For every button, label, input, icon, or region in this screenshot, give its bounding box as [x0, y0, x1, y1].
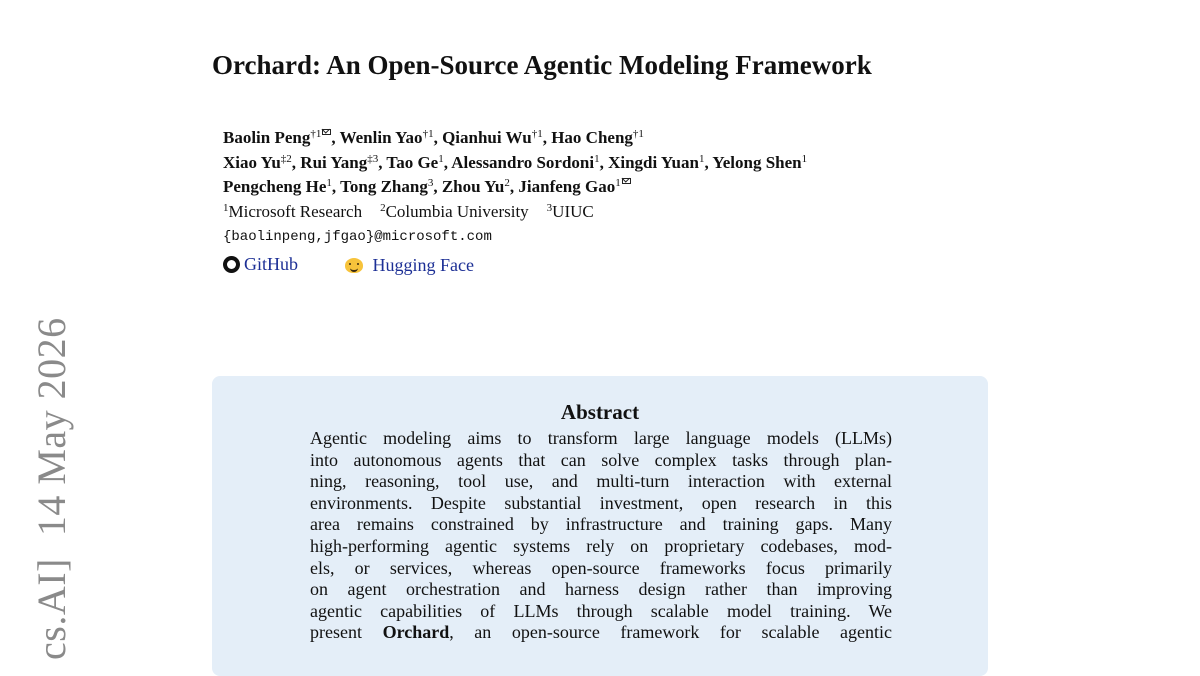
abstract-line: area remains constrained by infrastructure and training gaps. Many — [310, 514, 892, 535]
abstract-line: ning, reasoning, tool use, and multi-turn interaction with external — [310, 471, 892, 492]
abstract-line: into autonomous agents that can solve complex tasks through plan- — [310, 449, 892, 470]
author-line-1: Baolin Peng$^{\dagger 1}$ , Wenlin Yao$^{\dagger 1}$, Qianhui Wu$^{\dagger 1}$, Hao Cheng$^{\dagger 1}$ — [223, 128, 644, 147]
author-name: Rui Yang$^{\ddagger 3}$ — [300, 152, 379, 172]
author-name: Pengcheng He$^1$ — [223, 177, 332, 196]
author-name: Wenlin Yao$^{\dagger 1}$ — [339, 128, 434, 147]
author-affiliation-mark: †1 — [632, 128, 644, 140]
arxiv-category: cs.AI] — [29, 558, 74, 660]
author-affiliation-mark: 1 — [615, 177, 621, 189]
author-name: Tao Ge$^1$ — [386, 152, 444, 172]
author-affiliation-mark: ‡3 — [367, 152, 379, 165]
author-affiliation-mark: 2 — [504, 177, 510, 189]
author-affiliation-mark: †1 — [531, 128, 543, 140]
resource-links — [223, 254, 516, 278]
abstract-line: els, or services, whereas open-source frameworks focus primarily — [310, 557, 892, 578]
hugging-face-link[interactable] — [345, 255, 474, 276]
mail-icon — [622, 178, 631, 184]
abstract-line: on agent orchestration and harness design rather than improving — [310, 579, 892, 600]
contact-email: {baolinpeng,jfgao}@microsoft.com — [223, 229, 492, 245]
github-link[interactable] — [223, 254, 298, 275]
affiliations — [223, 200, 807, 225]
affiliation: $^1$Microsoft Research — [223, 201, 363, 221]
author-affiliation-mark: ‡2 — [280, 152, 292, 165]
mail-icon — [322, 129, 331, 135]
author-name: Xiao Yu$^{\ddagger 2}$ — [223, 152, 292, 172]
author-name: Qianhui Wu$^{\dagger 1}$ — [442, 128, 543, 147]
abstract-line: high-performing agentic systems rely on proprietary codebases, mod- — [310, 535, 892, 556]
arxiv-side-stamp — [28, 317, 75, 660]
author-name: Baolin Peng$^{\dagger 1}$ — [223, 128, 331, 147]
abstract-line: agentic capabilities of LLMs through scalable model training. We — [310, 600, 892, 621]
framework-name: Orchard — [382, 622, 450, 643]
author-affiliation-mark: 1 — [801, 152, 808, 165]
author-name: Zhou Yu$^2$ — [441, 177, 510, 196]
author-line-2: Xiao Yu$^{\ddagger 2}$, Rui Yang$^{\ddagger 3}$, Tao Ge$^1$, Alessandro Sordoni$^1$, Xingdi Yuan$^1$, Yelong Shen$^1$ — [223, 152, 808, 172]
abstract-line: environments. Despite substantial investment, open research in this — [310, 492, 892, 513]
author-affiliation-mark: 1 — [698, 152, 705, 165]
author-affiliation-mark: 1 — [594, 152, 600, 165]
paper-title: Orchard: An Open-Source Agentic Modeling Framework — [212, 50, 872, 80]
hugging-face-icon — [345, 258, 363, 273]
author-affiliation-mark: †1 — [310, 128, 322, 140]
author-affiliation-mark: 1 — [438, 152, 444, 165]
author-name: Yelong Shen$^1$ — [712, 152, 808, 172]
affiliation: $^3$UIUC — [546, 201, 594, 221]
abstract-heading: Abstract — [560, 400, 640, 424]
author-affiliation-mark: 3 — [427, 177, 434, 189]
abstract-text — [310, 428, 892, 644]
abstract-line-last — [310, 622, 892, 644]
author-block — [223, 126, 807, 250]
author-affiliation-mark: †1 — [422, 128, 434, 140]
abstract-box — [212, 376, 988, 676]
author-name: Hao Cheng$^{\dagger 1}$ — [551, 128, 644, 147]
github-icon — [223, 256, 240, 273]
abstract-last-prefix: present — [310, 622, 383, 643]
author-name: Tong Zhang$^3$ — [340, 177, 434, 196]
author-name: Alessandro Sordoni$^1$ — [451, 152, 600, 172]
arxiv-date: 14 May 2026 — [29, 317, 74, 537]
abstract-line: Agentic modeling aims to transform large language models (LLMs) — [310, 428, 892, 448]
author-name: Xingdi Yuan$^1$ — [608, 152, 705, 172]
author-name: Jianfeng Gao$^1$ — [518, 177, 630, 196]
author-affiliation-mark: 1 — [326, 177, 332, 189]
github-link-label: GitHub — [244, 254, 298, 274]
author-line-3: Pengcheng He$^1$, Tong Zhang$^3$, Zhou Yu$^2$, Jianfeng Gao$^1$ — [223, 175, 807, 200]
affiliation: $^2$Columbia University — [380, 201, 529, 221]
abstract-last-suffix: , an open-source framework for scalable agentic — [449, 622, 892, 643]
hugging-face-link-label: Hugging Face — [372, 255, 474, 275]
